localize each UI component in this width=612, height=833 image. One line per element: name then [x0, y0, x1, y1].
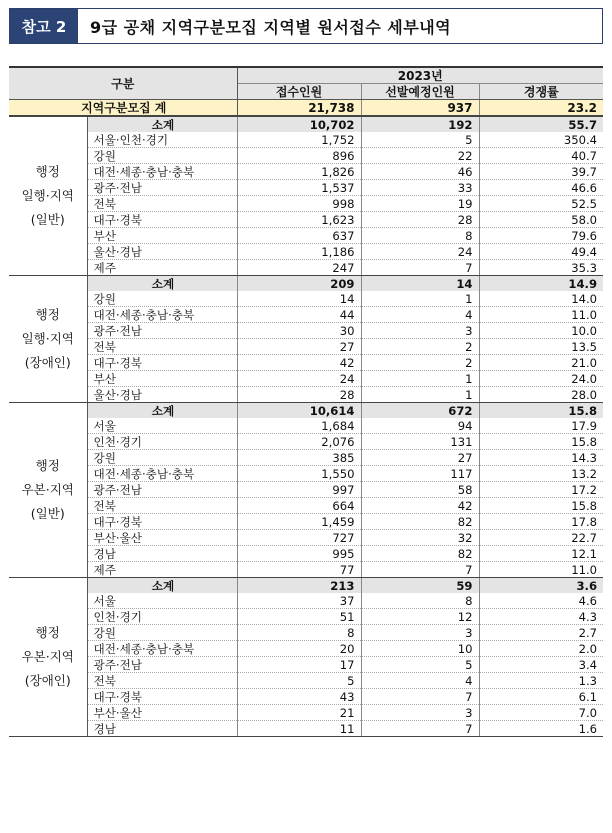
- ratio-cell: 13.2: [479, 466, 603, 482]
- ratio-cell: 12.1: [479, 546, 603, 562]
- subtotal-label: 소계: [87, 578, 237, 594]
- region-cell: 전북: [87, 673, 237, 689]
- table-row: [9, 466, 603, 482]
- category-line: (일반): [30, 212, 65, 227]
- subtotal-planned: 59: [361, 578, 479, 594]
- subtotal-applicants: 213: [237, 578, 361, 594]
- planned-cell: 32: [361, 530, 479, 546]
- ratio-cell: 40.7: [479, 148, 603, 164]
- ratio-cell: 21.0: [479, 355, 603, 371]
- region-cell: 서울: [87, 593, 237, 609]
- table-row: [9, 721, 603, 737]
- applicants-cell: 20: [237, 641, 361, 657]
- region-cell: 대구·경북: [87, 212, 237, 228]
- applicants-cell: 637: [237, 228, 361, 244]
- planned-cell: 5: [361, 657, 479, 673]
- ratio-cell: 58.0: [479, 212, 603, 228]
- subtotal-applicants: 10,702: [237, 116, 361, 132]
- table-row: [9, 260, 603, 276]
- region-cell: 강원: [87, 148, 237, 164]
- ratio-cell: 15.8: [479, 434, 603, 450]
- applicants-cell: 5: [237, 673, 361, 689]
- planned-cell: 7: [361, 689, 479, 705]
- planned-cell: 33: [361, 180, 479, 196]
- applicants-cell: 385: [237, 450, 361, 466]
- applicants-cell: 24: [237, 371, 361, 387]
- applicants-cell: 727: [237, 530, 361, 546]
- table-row: [9, 514, 603, 530]
- applicants-cell: 21: [237, 705, 361, 721]
- category-line: 행정: [35, 164, 60, 179]
- planned-cell: 2: [361, 355, 479, 371]
- region-cell: 경남: [87, 546, 237, 562]
- table-row: [9, 212, 603, 228]
- planned-cell: 117: [361, 466, 479, 482]
- region-cell: 서울: [87, 418, 237, 434]
- applicants-cell: 42: [237, 355, 361, 371]
- region-cell: 광주·전남: [87, 323, 237, 339]
- applicants-cell: 8: [237, 625, 361, 641]
- table-row: [9, 387, 603, 403]
- region-cell: 광주·전남: [87, 657, 237, 673]
- subtotal-applicants: 10,614: [237, 403, 361, 419]
- applicants-cell: 44: [237, 307, 361, 323]
- category-line: 일행·지역: [21, 331, 74, 346]
- applicants-cell: 997: [237, 482, 361, 498]
- category-cell: [9, 276, 87, 403]
- category-line: 일행·지역: [21, 188, 74, 203]
- region-cell: 울산·경남: [87, 387, 237, 403]
- applicants-cell: 1,623: [237, 212, 361, 228]
- region-cell: 부산: [87, 228, 237, 244]
- table-row: [9, 625, 603, 641]
- table-row: [9, 641, 603, 657]
- total-label: 지역구분모집 계: [9, 100, 237, 117]
- table-row: [9, 180, 603, 196]
- planned-cell: 28: [361, 212, 479, 228]
- table-row: [9, 418, 603, 434]
- planned-cell: 27: [361, 450, 479, 466]
- ratio-cell: 10.0: [479, 323, 603, 339]
- region-cell: 부산: [87, 371, 237, 387]
- category-line: 행정: [35, 458, 60, 473]
- table-row: [9, 291, 603, 307]
- category-cell: [9, 116, 87, 276]
- applicants-cell: 43: [237, 689, 361, 705]
- region-cell: 대전·세종·충남·충북: [87, 307, 237, 323]
- subtotal-planned: 192: [361, 116, 479, 132]
- column-header-ratio: 경쟁률: [479, 84, 603, 100]
- column-header-applicants: 접수인원: [237, 84, 361, 100]
- ratio-cell: 17.9: [479, 418, 603, 434]
- subtotal-row: [9, 403, 603, 419]
- ratio-cell: 11.0: [479, 307, 603, 323]
- total-row: [9, 100, 603, 117]
- table-row: [9, 434, 603, 450]
- region-cell: 부산·울산: [87, 705, 237, 721]
- subtotal-label: 소계: [87, 276, 237, 292]
- planned-cell: 82: [361, 546, 479, 562]
- planned-cell: 22: [361, 148, 479, 164]
- applicants-cell: 17: [237, 657, 361, 673]
- ratio-cell: 1.3: [479, 673, 603, 689]
- planned-cell: 4: [361, 307, 479, 323]
- table-row: [9, 498, 603, 514]
- ratio-cell: 4.3: [479, 609, 603, 625]
- planned-cell: 7: [361, 562, 479, 578]
- ratio-cell: 7.0: [479, 705, 603, 721]
- ratio-cell: 14.3: [479, 450, 603, 466]
- subtotal-ratio: 14.9: [479, 276, 603, 292]
- ratio-cell: 17.8: [479, 514, 603, 530]
- region-cell: 대구·경북: [87, 689, 237, 705]
- applicants-cell: 1,186: [237, 244, 361, 260]
- applicants-cell: 2,076: [237, 434, 361, 450]
- table-row: [9, 323, 603, 339]
- category-line: 행정: [35, 307, 60, 322]
- category-cell: [9, 403, 87, 578]
- planned-cell: 8: [361, 228, 479, 244]
- subtotal-applicants: 209: [237, 276, 361, 292]
- region-cell: 전북: [87, 339, 237, 355]
- table-row: [9, 530, 603, 546]
- planned-cell: 131: [361, 434, 479, 450]
- table-row: [9, 148, 603, 164]
- ratio-cell: 39.7: [479, 164, 603, 180]
- ratio-cell: 35.3: [479, 260, 603, 276]
- applicants-cell: 664: [237, 498, 361, 514]
- region-cell: 인천·경기: [87, 434, 237, 450]
- planned-cell: 3: [361, 625, 479, 641]
- planned-cell: 1: [361, 371, 479, 387]
- table-row: [9, 482, 603, 498]
- ratio-cell: 11.0: [479, 562, 603, 578]
- ratio-cell: 22.7: [479, 530, 603, 546]
- header-row-year: [9, 67, 603, 84]
- planned-cell: 46: [361, 164, 479, 180]
- category-line: 우본·지역: [21, 649, 74, 664]
- planned-cell: 2: [361, 339, 479, 355]
- category-line: 행정: [35, 625, 60, 640]
- table-row: [9, 546, 603, 562]
- table-row: [9, 355, 603, 371]
- table-row: [9, 673, 603, 689]
- category-line: (일반): [30, 506, 65, 521]
- subtotal-row: [9, 578, 603, 594]
- applicants-cell: 1,752: [237, 132, 361, 148]
- total-applicants: 21,738: [237, 100, 361, 117]
- planned-cell: 5: [361, 132, 479, 148]
- ratio-cell: 15.8: [479, 498, 603, 514]
- subtotal-ratio: 15.8: [479, 403, 603, 419]
- subtotal-label: 소계: [87, 116, 237, 132]
- total-ratio: 23.2: [479, 100, 603, 117]
- planned-cell: 42: [361, 498, 479, 514]
- table-row: [9, 164, 603, 180]
- table-row: [9, 705, 603, 721]
- subtotal-planned: 672: [361, 403, 479, 419]
- ratio-cell: 1.6: [479, 721, 603, 737]
- subtotal-ratio: 3.6: [479, 578, 603, 594]
- ratio-cell: 49.4: [479, 244, 603, 260]
- region-cell: 대전·세종·충남·충북: [87, 466, 237, 482]
- applicants-cell: 1,550: [237, 466, 361, 482]
- planned-cell: 7: [361, 260, 479, 276]
- region-cell: 제주: [87, 562, 237, 578]
- subtotal-label: 소계: [87, 403, 237, 419]
- total-planned: 937: [361, 100, 479, 117]
- region-cell: 강원: [87, 291, 237, 307]
- applicants-cell: 30: [237, 323, 361, 339]
- applicants-cell: 1,826: [237, 164, 361, 180]
- table-row: [9, 593, 603, 609]
- column-header-gubun: 구분: [9, 67, 237, 100]
- applicants-cell: 28: [237, 387, 361, 403]
- ratio-cell: 350.4: [479, 132, 603, 148]
- applicants-cell: 27: [237, 339, 361, 355]
- planned-cell: 82: [361, 514, 479, 530]
- ratio-cell: 3.4: [479, 657, 603, 673]
- column-header-year: 2023년: [237, 67, 603, 84]
- planned-cell: 1: [361, 387, 479, 403]
- ratio-cell: 28.0: [479, 387, 603, 403]
- planned-cell: 24: [361, 244, 479, 260]
- region-cell: 인천·경기: [87, 609, 237, 625]
- category-cell: [9, 578, 87, 737]
- applicants-cell: 37: [237, 593, 361, 609]
- planned-cell: 12: [361, 609, 479, 625]
- applicants-cell: 247: [237, 260, 361, 276]
- table-row: [9, 132, 603, 148]
- ratio-cell: 6.1: [479, 689, 603, 705]
- column-header-planned: 선발예정인원: [361, 84, 479, 100]
- planned-cell: 1: [361, 291, 479, 307]
- ratio-cell: 4.6: [479, 593, 603, 609]
- table-row: [9, 657, 603, 673]
- table-row: [9, 371, 603, 387]
- region-cell: 광주·전남: [87, 180, 237, 196]
- table-row: [9, 244, 603, 260]
- applicants-cell: 1,459: [237, 514, 361, 530]
- ratio-cell: 52.5: [479, 196, 603, 212]
- region-cell: 제주: [87, 260, 237, 276]
- subtotal-row: [9, 276, 603, 292]
- region-cell: 부산·울산: [87, 530, 237, 546]
- ratio-cell: 2.0: [479, 641, 603, 657]
- ratio-cell: 17.2: [479, 482, 603, 498]
- region-cell: 광주·전남: [87, 482, 237, 498]
- applicants-cell: 896: [237, 148, 361, 164]
- region-cell: 대구·경북: [87, 355, 237, 371]
- planned-cell: 7: [361, 721, 479, 737]
- table-row: [9, 562, 603, 578]
- region-cell: 울산·경남: [87, 244, 237, 260]
- applicants-cell: 1,684: [237, 418, 361, 434]
- table-row: [9, 689, 603, 705]
- table-row: [9, 307, 603, 323]
- region-cell: 전북: [87, 196, 237, 212]
- applicants-cell: 51: [237, 609, 361, 625]
- ratio-cell: 14.0: [479, 291, 603, 307]
- region-cell: 강원: [87, 450, 237, 466]
- planned-cell: 58: [361, 482, 479, 498]
- category-line: 우본·지역: [21, 482, 74, 497]
- region-cell: 강원: [87, 625, 237, 641]
- table-body: [9, 100, 603, 737]
- planned-cell: 3: [361, 323, 479, 339]
- applicants-cell: 1,537: [237, 180, 361, 196]
- ratio-cell: 79.6: [479, 228, 603, 244]
- category-line: (장애인): [24, 673, 71, 688]
- planned-cell: 3: [361, 705, 479, 721]
- region-cell: 대전·세종·충남·충북: [87, 164, 237, 180]
- subtotal-row: [9, 116, 603, 132]
- applicants-cell: 998: [237, 196, 361, 212]
- region-cell: 전북: [87, 498, 237, 514]
- region-cell: 서울·인천·경기: [87, 132, 237, 148]
- applicants-cell: 77: [237, 562, 361, 578]
- region-cell: 경남: [87, 721, 237, 737]
- applicants-cell: 11: [237, 721, 361, 737]
- applicants-cell: 14: [237, 291, 361, 307]
- planned-cell: 10: [361, 641, 479, 657]
- applicants-cell: 995: [237, 546, 361, 562]
- table-row: [9, 228, 603, 244]
- application-table: [9, 66, 603, 737]
- ratio-cell: 24.0: [479, 371, 603, 387]
- planned-cell: 19: [361, 196, 479, 212]
- table-row: [9, 609, 603, 625]
- planned-cell: 4: [361, 673, 479, 689]
- subtotal-ratio: 55.7: [479, 116, 603, 132]
- region-cell: 대전·세종·충남·충북: [87, 641, 237, 657]
- planned-cell: 94: [361, 418, 479, 434]
- table-row: [9, 339, 603, 355]
- page-header: [9, 8, 603, 44]
- region-cell: 대구·경북: [87, 514, 237, 530]
- page-title: 9급 공채 지역구분모집 지역별 원서접수 세부내역: [90, 17, 452, 37]
- subtotal-planned: 14: [361, 276, 479, 292]
- reference-badge: 참고 2: [10, 9, 78, 43]
- ratio-cell: 46.6: [479, 180, 603, 196]
- ratio-cell: 13.5: [479, 339, 603, 355]
- table-row: [9, 450, 603, 466]
- category-line: (장애인): [24, 355, 71, 370]
- ratio-cell: 2.7: [479, 625, 603, 641]
- table-row: [9, 196, 603, 212]
- planned-cell: 8: [361, 593, 479, 609]
